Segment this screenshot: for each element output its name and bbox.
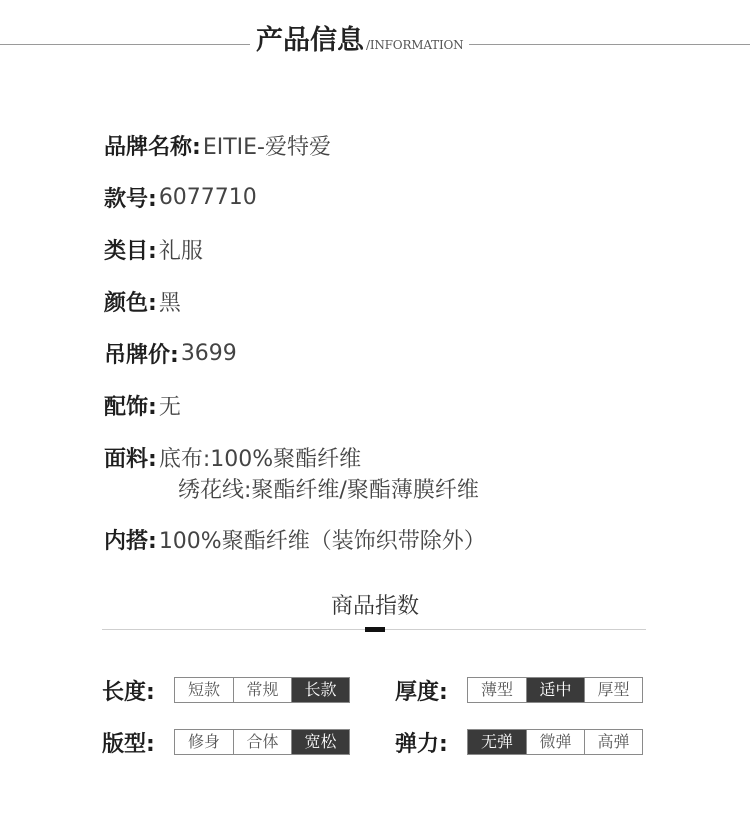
- header-title-cn: 产品信息: [256, 25, 364, 56]
- info-label: 类目:: [104, 238, 157, 264]
- metric-label: 厚度:: [395, 679, 448, 705]
- info-value: 无: [158, 394, 181, 420]
- metric-label: 长度:: [102, 679, 155, 705]
- info-value: EITIE-爱特爱: [202, 134, 331, 160]
- info-row-tag-price: [104, 336, 237, 370]
- section-header: [250, 20, 469, 60]
- metric-scale: [174, 729, 350, 755]
- info-label: 面料:: [104, 446, 157, 472]
- info-row-color: [104, 284, 181, 318]
- info-row-category: [104, 232, 203, 266]
- metric-label: 版型:: [102, 731, 155, 757]
- info-label: 内搭:: [104, 528, 157, 554]
- info-fabric-second-line: 绣花线:聚酯纤维/聚酯薄膜纤维: [178, 478, 479, 503]
- metric-option: 常规: [233, 678, 291, 702]
- metric-option: 微弹: [526, 730, 584, 754]
- metric-scale: [467, 677, 643, 703]
- info-label: 颜色:: [104, 290, 157, 316]
- info-value: 6077710: [158, 184, 257, 210]
- info-row-fabric: [104, 440, 361, 474]
- index-section-title: 商品指数: [330, 594, 419, 619]
- info-label: 品牌名称:: [104, 134, 201, 160]
- info-row-brand: [104, 128, 331, 162]
- metric-option: 高弹: [584, 730, 642, 754]
- metric-elasticity: [395, 729, 643, 755]
- metric-length: [102, 677, 350, 703]
- info-value: 黑: [158, 290, 181, 316]
- info-value: 100%聚酯纤维（装饰织带除外）: [158, 528, 486, 554]
- header-title-en: /INFORMATION: [366, 38, 464, 52]
- metric-option: 适中: [526, 678, 584, 702]
- info-label: 配饰:: [104, 394, 157, 420]
- info-row-lining: [104, 522, 486, 556]
- metric-fit: [102, 729, 350, 755]
- info-value: 底布:100%聚酯纤维: [158, 446, 362, 472]
- metric-option: 短款: [175, 678, 233, 702]
- metric-option: 厚型: [584, 678, 642, 702]
- index-section-mark: [365, 627, 385, 632]
- metric-thickness: [395, 677, 643, 703]
- metric-scale: [174, 677, 350, 703]
- metric-option: 薄型: [468, 678, 526, 702]
- info-label: 吊牌价:: [104, 342, 179, 368]
- metric-label: 弹力:: [395, 731, 448, 757]
- metric-option: 长款: [291, 678, 349, 702]
- info-row-style-no: [104, 180, 257, 214]
- metric-option: 宽松: [291, 730, 349, 754]
- info-row-accessory: [104, 388, 181, 422]
- info-value: 礼服: [158, 238, 203, 264]
- metric-option: 合体: [233, 730, 291, 754]
- metric-option: 无弹: [468, 730, 526, 754]
- metric-option: 修身: [175, 730, 233, 754]
- metric-scale: [467, 729, 643, 755]
- info-label: 款号:: [104, 186, 157, 212]
- info-value: 3699: [180, 340, 237, 366]
